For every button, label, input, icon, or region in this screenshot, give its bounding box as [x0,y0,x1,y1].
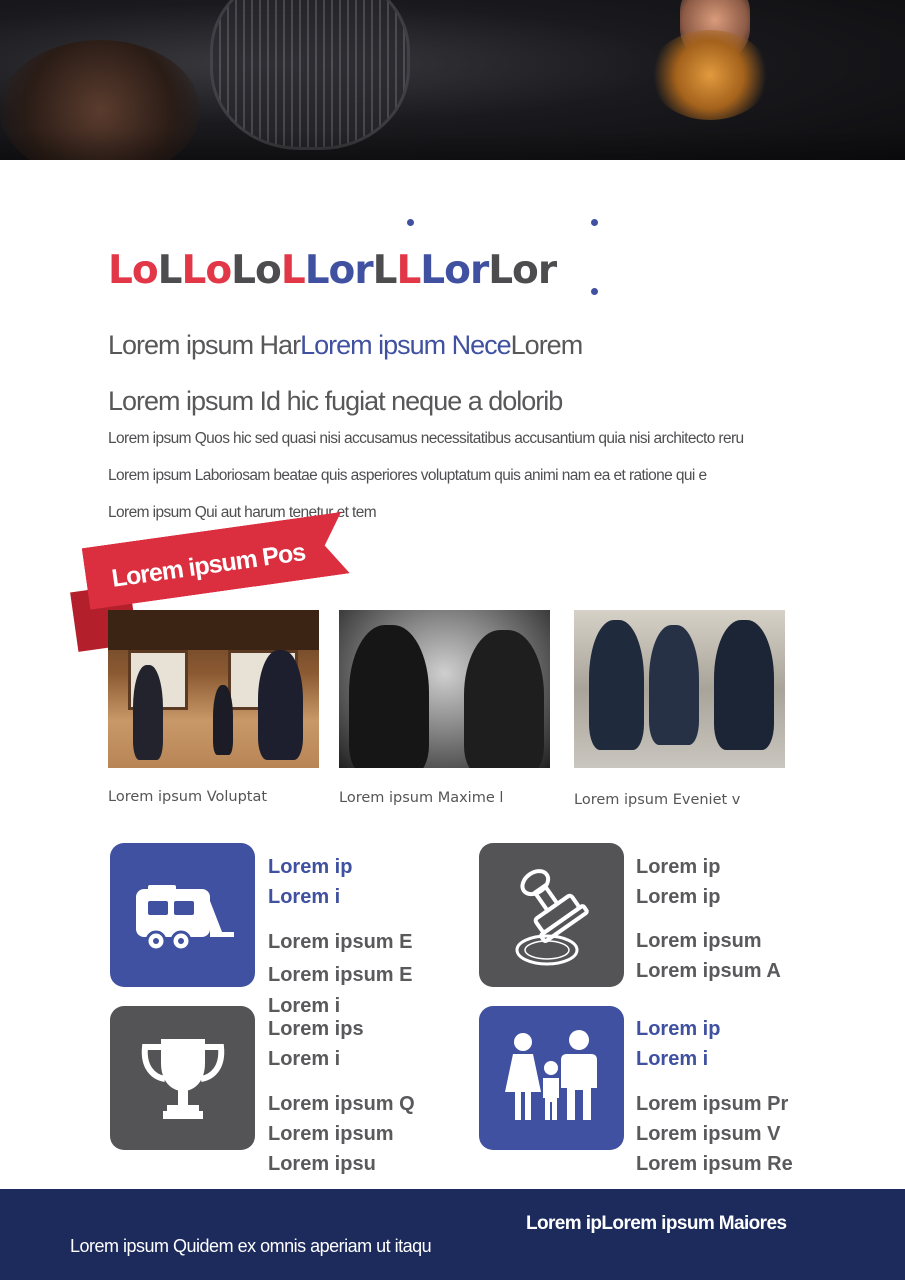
brand-part: Lor [488,248,557,293]
brand-part: L [396,248,421,293]
rubber-stamp-icon [502,860,602,970]
decor-dot [591,219,598,226]
feature-line: Lorem ipsum E [268,964,413,986]
paragraph-line: Lorem ipsum Qui aut harum tenetur et tem [108,504,377,521]
feature-line: Lorem ipsum V [636,1123,781,1145]
feature-line: Lorem i [636,1048,709,1070]
feature-tile [110,1006,255,1150]
brand-part: L [157,248,182,293]
brand-part: Lo [231,248,281,293]
feature-line: Lorem i [268,1048,341,1070]
brand-part: Lor [420,248,489,293]
brand-part: Lo [108,248,158,293]
photo-caption: Lorem ipsum Eveniet v [574,792,741,808]
feature-line: Lorem ip [636,856,721,878]
kneeling-photo [574,610,785,768]
hero-photo [0,0,905,160]
family-icon [497,1028,607,1128]
feature-tile [110,843,255,987]
footer-heading: Lorem ipLorem ipsum Maiores [526,1213,787,1234]
feature-line: Lorem ipsum Pr [636,1093,789,1115]
dojo-photo [108,610,319,768]
feature-line: Lorem ipsum [268,1123,394,1145]
trophy-icon [133,1033,233,1123]
brand-part: L [372,248,397,293]
feature-line: Lorem ipsu [268,1153,376,1175]
headline-part-c: Lorem [510,330,583,360]
feature-line: Lorem ipsum [636,930,762,952]
photo-caption: Lorem ipsum Maxime l [339,790,504,806]
headline [108,330,582,361]
feature-line: Lorem ips [268,1018,364,1040]
headline-part-a: Lorem ipsum Har [108,330,301,360]
feature-line: Lorem ipsum E [268,931,413,953]
paragraph-line: Lorem ipsum Quos hic sed quasi nisi accusamus necessitatibus accusantium quia nisi architecto reru [108,430,744,447]
brand-part: Lo [181,248,232,293]
footer-text: Lorem ipsum Quidem ex omnis aperiam ut itaqu [70,1236,432,1256]
feature-tile [479,1006,624,1150]
feature-tile [479,843,624,987]
brand-part: r [354,248,373,293]
feature-line: Lorem ipsum Q [268,1093,415,1115]
feature-line: Lorem ip [636,886,721,908]
sparring-photo [339,610,550,768]
feature-line: Lorem ip [268,856,353,878]
decor-dot [591,288,598,295]
feature-line: Lorem ip [636,1018,721,1040]
ribbon-label: Lorem ipsum Pos [109,538,307,593]
photo-caption: Lorem ipsum Voluptat [108,789,268,805]
feature-line: Lorem i [268,995,341,1017]
feature-line: Lorem i [268,886,341,908]
brand-part: L [280,248,305,293]
subheadline: Lorem ipsum Id hic fugiat neque a dolorib [108,386,563,416]
brand-wordmark [108,248,556,298]
paragraph-line: Lorem ipsum Laboriosam beatae quis asperiores voluptatum quis animi nam ea et ratione qui e [108,467,707,484]
feature-line: Lorem ipsum Re [636,1153,793,1175]
feature-line: Lorem ipsum A [636,960,781,982]
brand-part: Lo [304,248,355,293]
camper-trailer-icon [128,875,238,955]
decor-dot [407,219,414,226]
headline-part-b: Lorem ipsum Nece [300,330,511,360]
